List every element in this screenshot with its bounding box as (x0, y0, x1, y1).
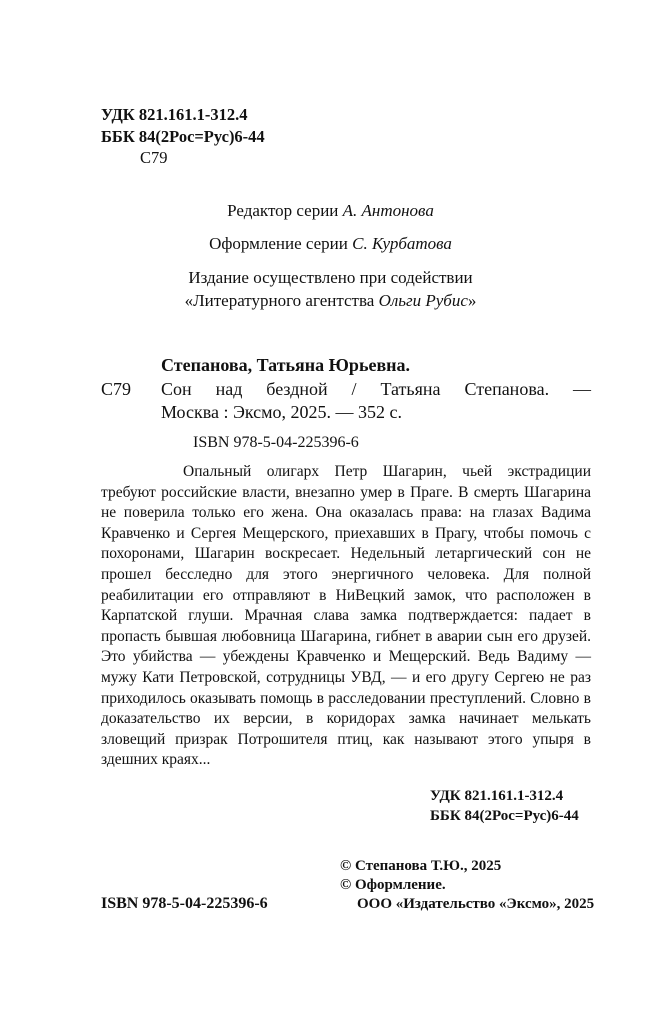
series-editor-label: Редактор серии (227, 201, 343, 220)
series-design-label: Оформление серии (209, 234, 353, 253)
support-line-1: Издание осуществлено при содействии (188, 268, 473, 287)
series-editor-name: А. Антонова (342, 201, 434, 220)
copyright-design: © Оформление. (340, 877, 446, 893)
series-design-name: С. Курбатова (352, 234, 452, 253)
bibliographic-author: Степанова, Татьяна Юрьевна. (161, 355, 411, 375)
top-udk: УДК 821.161.1-312.4 (101, 105, 248, 124)
top-bbk: ББК 84(2Рос=Рус)6-44 (101, 127, 265, 146)
bibliographic-isbn: ISBN 978-5-04-225396-6 (193, 434, 359, 451)
support-agency-suffix: » (467, 291, 477, 310)
support-line-2 (0, 290, 661, 312)
support-agency-prefix: «Литературного агентства (184, 291, 379, 310)
bottom-isbn: ISBN 978-5-04-225396-6 (101, 895, 268, 912)
bottom-bbk: ББК 84(2Рос=Рус)6-44 (430, 808, 579, 824)
bottom-classification (430, 786, 579, 826)
series-design-line (0, 233, 661, 255)
copyright-author: © Степанова Т.Ю., 2025 (340, 858, 502, 874)
series-editor-line (0, 200, 661, 222)
top-author-code: С79 (140, 148, 168, 167)
bibliographic-code: С79 (101, 379, 132, 399)
top-classification (101, 104, 265, 148)
annotation-paragraph: Опальный олигарх Петр Шагарин, чьей экстрадиции требуют российские власти, внезапно умер в Праге. В смерть Шагарина не поверила только его жена. Она оказалась права: на глазах Вадима Кравченко и Сергея Мещерского, приехавших в Прагу, чтобы помочь с похоронами, Шагарин воскресает. Недельный летаргический сон не прошел бесследно для этого энергичного человека. Для полной реабилитации его отправляют в НиВецкий замок, что расположен в Карпатской глуши. Мрачная слава замка подтверждается: падает в пропасть бывшая любовница Шагарина, гибнет в аварии сын его друзей. Это убийства — убеждены Кравченко и Мещерский. Ведь Вадиму — мужу Кати Петровской, сотрудницы УВД, — и его другу Сергею не раз приходилось оказывать помощь в расследовании преступлений. Словно в доказательство их версии, в коридорах замка начинает мелькать зловещий призрак Потрошителя птиц, как называют этого упыря в здешних краях... (101, 463, 591, 769)
bibliographic-title-line-2: Москва : Эксмо, 2025. — 352 с. (161, 402, 403, 422)
bottom-udk: УДК 821.161.1-312.4 (430, 788, 564, 804)
copyright-publisher: ООО «Издательство «Эксмо», 2025 (357, 896, 595, 912)
support-agency-name: Ольги Рубис (378, 291, 468, 310)
bibliographic-title-line-1: Сон над бездной / Татьяна Степанова. — (161, 379, 591, 399)
